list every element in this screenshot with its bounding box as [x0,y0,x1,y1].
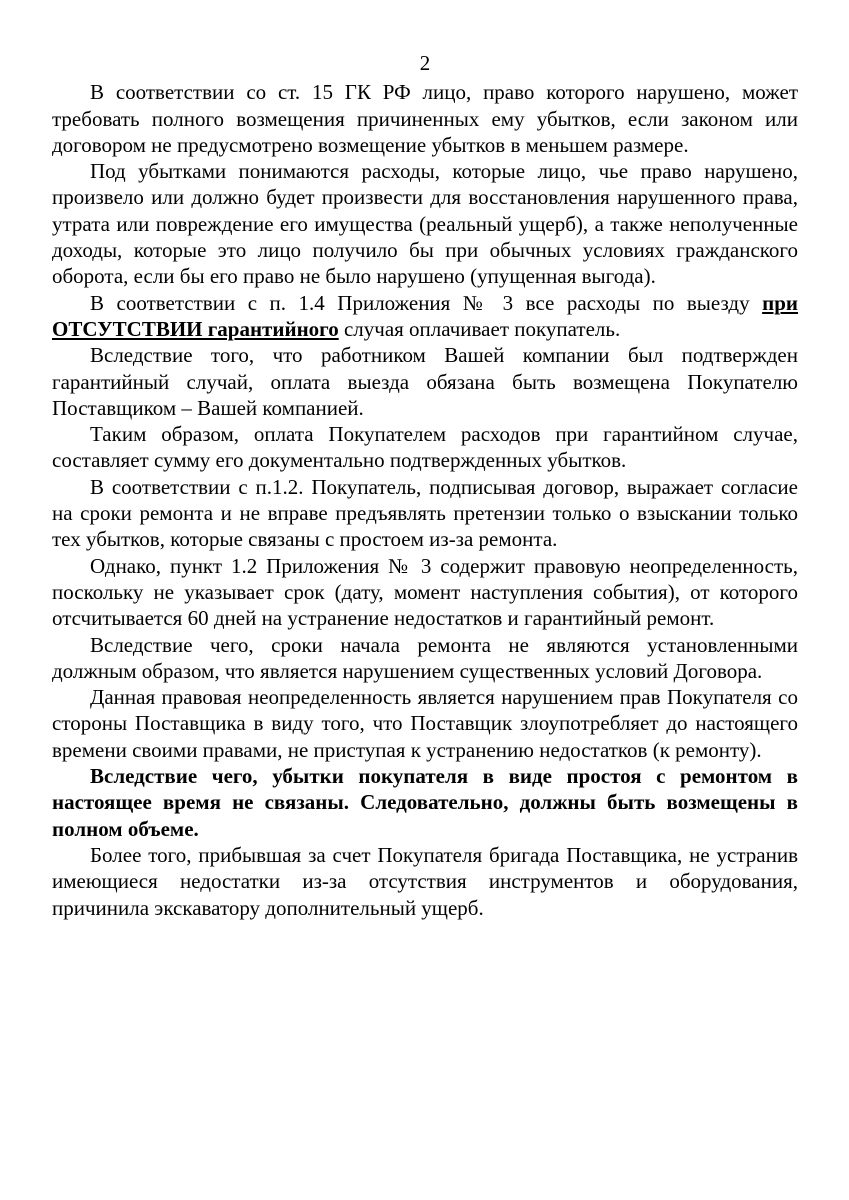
paragraph-rights-violation: Данная правовая неопределенность является нарушением прав Покупателя со стороны Поставщика в виду того, что Поставщик злоупотребляет до настоящего времени своими правами, не приступая к устранению недостатков (к ремонту). [52,685,798,762]
paragraph-clause-1-2: В соответствии с п.1.2. Покупатель, подписывая договор, выражает согласие на сроки ремонта и не вправе предъявлять претензии только о взыскании только тех убытков, которые связаны с простоем из-за ремонта. [52,474,798,552]
paragraph-clause-1-4 [52,290,798,343]
paragraph-expenses-as-damages: Таким образом, оплата Покупателем расходов при гарантийном случае, составляет сумму его документально подтвержденных убытков. [52,422,798,473]
paragraph-warranty-confirmed: Вследствие того, что работником Вашей компании был подтвержден гарантийный случай, оплата выезда обязана быть возмещена Покупателю Поставщиком – Вашей компанией. [52,343,798,420]
paragraph-repair-terms: Вследствие чего, сроки начала ремонта не являются установленными должным образом, что является нарушением существенных условий Договора. [52,632,798,683]
paragraph-conclusion-bold: Вследствие чего, убытки покупателя в виде простоя с ремонтом в настоящее время не связаны. Следовательно, должны быть возмещены в полном объеме. [52,764,798,841]
document-page [52,50,798,921]
clause-1-4-emphasis: при ОТСУТСТВИИ гарантийного [52,290,798,341]
paragraph-additional-damage: Более того, прибывшая за счет Покупателя бригада Поставщика, не устранив имеющиеся недостатки из-за отсутствия инструментов и оборудования, причинила экскаватору дополнительный ущерб. [52,842,798,920]
clause-1-4-text-after: случая оплачивает покупатель. [338,316,621,341]
clause-1-4-text-before: В соответствии с п. 1.4 Приложения № 3 все расходы по выезду [90,290,763,315]
paragraph-art15-damages: В соответствии со ст. 15 ГК РФ лицо, право которого нарушено, может требовать полного возмещения причиненных ему убытков, если законом или договором не предусмотрено возмещение убытков в меньшем размере. [52,80,798,157]
paragraph-legal-uncertainty: Однако, пункт 1.2 Приложения № 3 содержит правовую неопределенность, поскольку не указывает срок (дату, момент наступления события), от которого отсчитывается 60 дней на устранение недостатков и гарантийный ремонт. [52,553,798,631]
paragraph-damages-definition: Под убытками понимаются расходы, которые лицо, чье право нарушено, произвело или должно будет произвести для восстановления нарушенного права, утрата или повреждение его имущества (реальный ущерб), а также неполученные доходы, которые это лицо получило бы при обычных условиях гражданского оборота, если бы его право не было нарушено (упущенная выгода). [52,159,798,289]
page-number: 2 [419,51,431,75]
